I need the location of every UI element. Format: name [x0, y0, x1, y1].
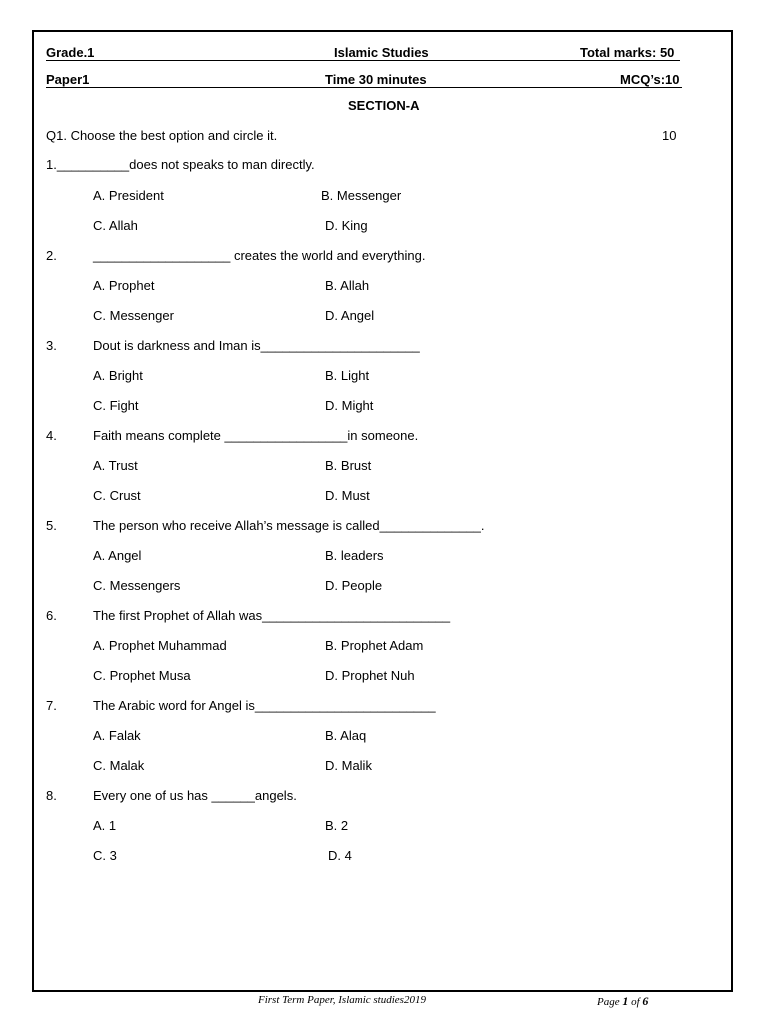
- question-number: 6.: [46, 608, 57, 623]
- option-b: B. 2: [325, 818, 349, 833]
- header-rule-2: [46, 87, 682, 88]
- option-b: B. leaders: [325, 548, 384, 563]
- option-a: A. President: [93, 188, 164, 203]
- option-d: D. 4: [328, 848, 352, 863]
- option-b: B. Alaq: [325, 728, 367, 743]
- footer-title: First Term Paper, Islamic studies2019: [258, 994, 426, 1006]
- question-number: 1.: [46, 157, 57, 172]
- option-a: A. Bright: [93, 368, 143, 383]
- option-d: D. Must: [325, 488, 370, 503]
- option-c: C. Allah: [93, 218, 138, 233]
- option-b: B. Messenger: [321, 188, 402, 203]
- question-number: 5.: [46, 518, 57, 533]
- option-a: A. Falak: [93, 728, 141, 743]
- option-d: D. People: [325, 578, 383, 593]
- question-text: ___________________ creates the world and everything.: [93, 248, 426, 263]
- subject-label: Islamic Studies: [334, 45, 429, 60]
- question-number: 7.: [46, 698, 57, 713]
- option-c: C. Messenger: [93, 308, 174, 323]
- question-number: 8.: [46, 788, 57, 803]
- question-text: __________does not speaks to man directly.: [56, 157, 315, 172]
- option-d: D. Might: [325, 398, 374, 413]
- option-d: D. King: [325, 218, 368, 233]
- question-number: 2.: [46, 248, 57, 263]
- paper-label: Paper1: [46, 72, 90, 87]
- question-text: The first Prophet of Allah was__________________________: [93, 608, 451, 623]
- mcq-count-label: MCQ’s:10: [620, 72, 680, 87]
- option-a: A. Angel: [93, 548, 142, 563]
- question-number: 3.: [46, 338, 57, 353]
- question-text: The person who receive Allah’s message is called______________.: [93, 518, 485, 533]
- option-c: C. Prophet Musa: [93, 668, 191, 683]
- option-b: B. Allah: [325, 278, 370, 293]
- question-text: Dout is darkness and Iman is______________________: [93, 338, 420, 353]
- option-a: A. 1: [93, 818, 117, 833]
- question-text: The Arabic word for Angel is_________________________: [93, 698, 436, 713]
- time-label: Time 30 minutes: [325, 72, 427, 87]
- option-c: C. Fight: [93, 398, 139, 413]
- of-label: of: [631, 996, 640, 1008]
- option-c: C. Messengers: [93, 578, 181, 593]
- option-c: C. Crust: [93, 488, 141, 503]
- question-text: Every one of us has ______angels.: [93, 788, 297, 803]
- instruction-text: Q1. Choose the best option and circle it.: [46, 128, 278, 143]
- option-d: D. Malik: [325, 758, 372, 773]
- grade-label: Grade.1: [46, 45, 95, 60]
- instruction-marks: 10: [662, 128, 677, 143]
- option-d: D. Prophet Nuh: [325, 668, 415, 683]
- option-c: C. 3: [93, 848, 117, 863]
- question-text: Faith means complete _________________in someone.: [93, 428, 419, 443]
- page-label: Page: [597, 996, 620, 1008]
- page-indicator: [597, 994, 648, 1009]
- question-number: 4.: [46, 428, 57, 443]
- page-border: [32, 30, 733, 992]
- option-b: B. Brust: [325, 458, 372, 473]
- option-c: C. Malak: [93, 758, 145, 773]
- option-d: D. Angel: [325, 308, 375, 323]
- option-a: A. Prophet Muhammad: [93, 638, 227, 653]
- option-a: A. Prophet: [93, 278, 155, 293]
- page-number: 1: [622, 994, 629, 1008]
- section-title: SECTION-A: [348, 98, 420, 113]
- page-total: 6: [642, 994, 649, 1008]
- option-a: A. Trust: [93, 458, 138, 473]
- option-b: B. Prophet Adam: [325, 638, 424, 653]
- option-b: B. Light: [325, 368, 370, 383]
- question-1: [46, 157, 315, 173]
- total-marks-label: Total marks: 50: [580, 45, 675, 60]
- header-rule-1: [46, 60, 680, 61]
